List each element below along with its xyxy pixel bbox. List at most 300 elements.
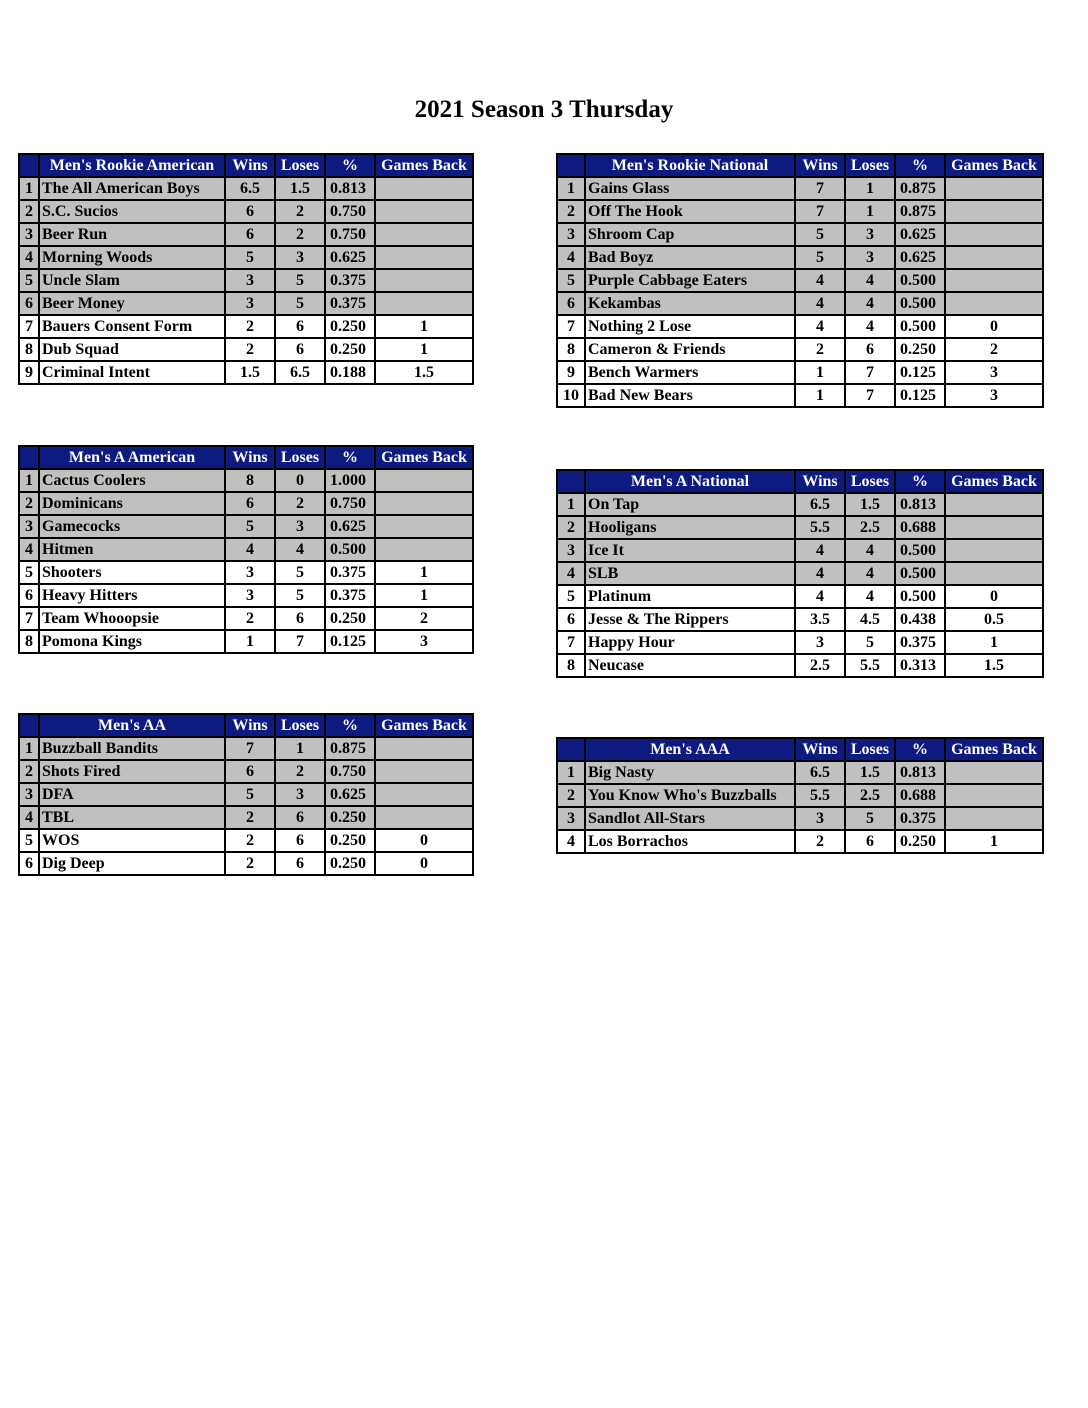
division-name: Men's A National xyxy=(585,470,795,493)
pct-header: % xyxy=(895,738,945,761)
rank-cell: 2 xyxy=(19,200,39,223)
games-back-cell: 0 xyxy=(375,829,473,852)
wins-cell: 4 xyxy=(795,292,845,315)
table-row xyxy=(19,515,473,538)
table-row xyxy=(557,585,1043,608)
team-name-cell: Neucase xyxy=(585,654,795,677)
games-back-cell: 0.5 xyxy=(945,608,1043,631)
rank-cell: 4 xyxy=(557,246,585,269)
table-row xyxy=(19,338,473,361)
table-row xyxy=(557,246,1043,269)
games-back-cell: 1 xyxy=(945,830,1043,853)
loses-header: Loses xyxy=(275,446,325,469)
loses-cell: 5 xyxy=(845,807,895,830)
wins-cell: 1 xyxy=(795,361,845,384)
wins-cell: 6.5 xyxy=(795,761,845,784)
loses-cell: 5 xyxy=(845,631,895,654)
pct-cell: 0.688 xyxy=(895,516,945,539)
standings-table-a-national xyxy=(556,469,1044,678)
pct-cell: 0.250 xyxy=(325,607,375,630)
wins-cell: 8 xyxy=(225,469,275,492)
wins-cell: 5 xyxy=(225,246,275,269)
rank-cell: 1 xyxy=(557,493,585,516)
pct-cell: 0.125 xyxy=(895,361,945,384)
standings-table-aaa xyxy=(556,737,1044,854)
wins-cell: 6 xyxy=(225,492,275,515)
games-back-cell xyxy=(945,562,1043,585)
rank-cell: 7 xyxy=(19,607,39,630)
table-row xyxy=(19,223,473,246)
loses-header: Loses xyxy=(845,470,895,493)
games-back-cell xyxy=(375,469,473,492)
games-back-cell xyxy=(375,538,473,561)
team-name-cell: DFA xyxy=(39,783,225,806)
wins-cell: 6.5 xyxy=(795,493,845,516)
rank-cell: 3 xyxy=(557,539,585,562)
loses-cell: 6.5 xyxy=(275,361,325,384)
team-name-cell: Shots Fired xyxy=(39,760,225,783)
rank-cell: 4 xyxy=(557,562,585,585)
team-name-cell: The All American Boys xyxy=(39,177,225,200)
games-back-cell: 2 xyxy=(375,607,473,630)
pct-cell: 1.000 xyxy=(325,469,375,492)
table-row xyxy=(19,177,473,200)
rank-cell: 3 xyxy=(557,223,585,246)
pct-cell: 0.750 xyxy=(325,223,375,246)
standings-table-aa xyxy=(18,713,474,876)
table-row xyxy=(557,807,1043,830)
loses-cell: 4.5 xyxy=(845,608,895,631)
table-row xyxy=(557,177,1043,200)
team-name-cell: Ice It xyxy=(585,539,795,562)
games-back-cell xyxy=(945,807,1043,830)
games-back-cell: 0 xyxy=(945,585,1043,608)
wins-cell: 2 xyxy=(225,829,275,852)
division-name: Men's A American xyxy=(39,446,225,469)
table-row xyxy=(557,223,1043,246)
wins-cell: 1.5 xyxy=(225,361,275,384)
rank-cell: 6 xyxy=(557,608,585,631)
team-name-cell: Pomona Kings xyxy=(39,630,225,653)
team-name-cell: Kekambas xyxy=(585,292,795,315)
loses-cell: 5 xyxy=(275,561,325,584)
games-back-cell xyxy=(945,223,1043,246)
team-name-cell: Beer Money xyxy=(39,292,225,315)
loses-cell: 1 xyxy=(275,737,325,760)
wins-header: Wins xyxy=(225,154,275,177)
wins-cell: 2 xyxy=(225,607,275,630)
team-name-cell: Happy Hour xyxy=(585,631,795,654)
rank-cell: 5 xyxy=(557,269,585,292)
pct-cell: 0.375 xyxy=(325,561,375,584)
games-back-cell xyxy=(945,269,1043,292)
rank-cell: 2 xyxy=(557,200,585,223)
rank-cell: 6 xyxy=(19,852,39,875)
rank-header xyxy=(557,470,585,493)
loses-cell: 4 xyxy=(275,538,325,561)
games-back-cell xyxy=(945,246,1043,269)
team-name-cell: Nothing 2 Lose xyxy=(585,315,795,338)
wins-cell: 6 xyxy=(225,760,275,783)
wins-cell: 6 xyxy=(225,223,275,246)
team-name-cell: Cameron & Friends xyxy=(585,338,795,361)
table-row xyxy=(19,246,473,269)
pct-cell: 0.875 xyxy=(895,200,945,223)
loses-cell: 5 xyxy=(275,269,325,292)
loses-cell: 2.5 xyxy=(845,516,895,539)
loses-cell: 7 xyxy=(275,630,325,653)
loses-cell: 4 xyxy=(845,585,895,608)
table-row xyxy=(19,630,473,653)
team-name-cell: Dominicans xyxy=(39,492,225,515)
team-name-cell: You Know Who's Buzzballs xyxy=(585,784,795,807)
team-name-cell: Sandlot All-Stars xyxy=(585,807,795,830)
table-header-row xyxy=(557,470,1043,493)
rank-cell: 2 xyxy=(19,760,39,783)
table-header-row xyxy=(19,446,473,469)
wins-cell: 5 xyxy=(795,246,845,269)
loses-cell: 3 xyxy=(275,515,325,538)
rank-cell: 1 xyxy=(19,737,39,760)
team-name-cell: Big Nasty xyxy=(585,761,795,784)
table-header-row xyxy=(557,154,1043,177)
wins-cell: 4 xyxy=(795,539,845,562)
rank-cell: 2 xyxy=(557,784,585,807)
rank-cell: 7 xyxy=(557,631,585,654)
team-name-cell: Off The Hook xyxy=(585,200,795,223)
loses-header: Loses xyxy=(275,714,325,737)
loses-cell: 0 xyxy=(275,469,325,492)
wins-cell: 2 xyxy=(225,806,275,829)
team-name-cell: Dub Squad xyxy=(39,338,225,361)
games-back-cell xyxy=(375,515,473,538)
loses-cell: 1.5 xyxy=(275,177,325,200)
games-back-cell xyxy=(945,784,1043,807)
wins-header: Wins xyxy=(225,446,275,469)
games-back-cell: 1 xyxy=(945,631,1043,654)
loses-cell: 6 xyxy=(275,338,325,361)
table-row xyxy=(557,269,1043,292)
team-name-cell: Buzzball Bandits xyxy=(39,737,225,760)
games-back-header: Games Back xyxy=(375,446,473,469)
games-back-cell xyxy=(375,492,473,515)
rank-header xyxy=(557,738,585,761)
wins-cell: 1 xyxy=(795,384,845,407)
loses-cell: 3 xyxy=(845,246,895,269)
pct-cell: 0.688 xyxy=(895,784,945,807)
loses-cell: 3 xyxy=(275,246,325,269)
team-name-cell: Shooters xyxy=(39,561,225,584)
pct-cell: 0.625 xyxy=(325,515,375,538)
table-row xyxy=(19,584,473,607)
loses-cell: 6 xyxy=(845,830,895,853)
table-row xyxy=(557,539,1043,562)
rank-cell: 1 xyxy=(557,177,585,200)
team-name-cell: Heavy Hitters xyxy=(39,584,225,607)
pct-cell: 0.375 xyxy=(325,292,375,315)
loses-cell: 2 xyxy=(275,760,325,783)
team-name-cell: TBL xyxy=(39,806,225,829)
table-row xyxy=(19,492,473,515)
rank-cell: 7 xyxy=(19,315,39,338)
games-back-cell xyxy=(375,806,473,829)
pct-cell: 0.125 xyxy=(895,384,945,407)
pct-cell: 0.375 xyxy=(895,807,945,830)
pct-cell: 0.813 xyxy=(895,493,945,516)
pct-cell: 0.125 xyxy=(325,630,375,653)
division-name: Men's Rookie National xyxy=(585,154,795,177)
loses-header: Loses xyxy=(845,154,895,177)
loses-cell: 6 xyxy=(275,806,325,829)
pct-cell: 0.813 xyxy=(325,177,375,200)
rank-cell: 1 xyxy=(19,469,39,492)
loses-cell: 2 xyxy=(275,492,325,515)
wins-cell: 4 xyxy=(795,315,845,338)
pct-cell: 0.250 xyxy=(325,852,375,875)
wins-cell: 4 xyxy=(795,269,845,292)
pct-header: % xyxy=(895,470,945,493)
table-row xyxy=(19,469,473,492)
rank-cell: 1 xyxy=(557,761,585,784)
games-back-cell: 2 xyxy=(945,338,1043,361)
rank-cell: 8 xyxy=(557,654,585,677)
rank-cell: 2 xyxy=(557,516,585,539)
loses-cell: 2.5 xyxy=(845,784,895,807)
games-back-header: Games Back xyxy=(375,154,473,177)
rank-cell: 5 xyxy=(19,561,39,584)
wins-cell: 4 xyxy=(225,538,275,561)
table-row xyxy=(19,538,473,561)
pct-cell: 0.188 xyxy=(325,361,375,384)
pct-cell: 0.250 xyxy=(895,830,945,853)
team-name-cell: Beer Run xyxy=(39,223,225,246)
pct-cell: 0.375 xyxy=(325,584,375,607)
wins-cell: 6.5 xyxy=(225,177,275,200)
pct-cell: 0.250 xyxy=(895,338,945,361)
pct-cell: 0.250 xyxy=(325,338,375,361)
games-back-cell xyxy=(945,516,1043,539)
wins-cell: 7 xyxy=(795,177,845,200)
table-row xyxy=(19,852,473,875)
games-back-cell xyxy=(945,177,1043,200)
table-row xyxy=(19,607,473,630)
pct-cell: 0.250 xyxy=(325,315,375,338)
loses-cell: 6 xyxy=(275,315,325,338)
team-name-cell: Los Borrachos xyxy=(585,830,795,853)
pct-cell: 0.625 xyxy=(895,246,945,269)
wins-cell: 3 xyxy=(225,269,275,292)
pct-cell: 0.500 xyxy=(895,562,945,585)
table-row xyxy=(557,654,1043,677)
wins-cell: 2 xyxy=(795,830,845,853)
team-name-cell: Shroom Cap xyxy=(585,223,795,246)
rank-header xyxy=(19,714,39,737)
wins-cell: 5 xyxy=(225,783,275,806)
table-header-row xyxy=(557,738,1043,761)
games-back-cell xyxy=(945,761,1043,784)
table-row xyxy=(557,292,1043,315)
loses-cell: 2 xyxy=(275,200,325,223)
loses-cell: 1.5 xyxy=(845,761,895,784)
standings-table-rookie-national xyxy=(556,153,1044,408)
games-back-cell xyxy=(375,223,473,246)
loses-cell: 7 xyxy=(845,361,895,384)
division-name: Men's Rookie American xyxy=(39,154,225,177)
pct-header: % xyxy=(325,446,375,469)
games-back-cell: 3 xyxy=(945,361,1043,384)
loses-cell: 4 xyxy=(845,292,895,315)
games-back-cell xyxy=(375,292,473,315)
games-back-cell: 1 xyxy=(375,561,473,584)
wins-cell: 7 xyxy=(795,200,845,223)
rank-cell: 3 xyxy=(19,783,39,806)
table-row xyxy=(19,315,473,338)
table-row xyxy=(19,292,473,315)
games-back-cell xyxy=(945,292,1043,315)
rank-cell: 1 xyxy=(19,177,39,200)
wins-cell: 3.5 xyxy=(795,608,845,631)
team-name-cell: Team Whooopsie xyxy=(39,607,225,630)
division-name: Men's AA xyxy=(39,714,225,737)
team-name-cell: WOS xyxy=(39,829,225,852)
loses-cell: 5 xyxy=(275,292,325,315)
table-row xyxy=(557,761,1043,784)
table-row xyxy=(557,338,1043,361)
rank-cell: 10 xyxy=(557,384,585,407)
team-name-cell: On Tap xyxy=(585,493,795,516)
table-row xyxy=(19,200,473,223)
pct-cell: 0.500 xyxy=(325,538,375,561)
wins-cell: 7 xyxy=(225,737,275,760)
pct-cell: 0.875 xyxy=(895,177,945,200)
wins-cell: 5 xyxy=(225,515,275,538)
loses-header: Loses xyxy=(275,154,325,177)
loses-header: Loses xyxy=(845,738,895,761)
pct-cell: 0.875 xyxy=(325,737,375,760)
games-back-cell: 1.5 xyxy=(375,361,473,384)
games-back-cell: 0 xyxy=(375,852,473,875)
table-row xyxy=(19,829,473,852)
games-back-cell xyxy=(945,539,1043,562)
rank-cell: 3 xyxy=(19,223,39,246)
games-back-header: Games Back xyxy=(945,154,1043,177)
team-name-cell: Uncle Slam xyxy=(39,269,225,292)
games-back-header: Games Back xyxy=(945,470,1043,493)
loses-cell: 3 xyxy=(275,783,325,806)
pct-cell: 0.250 xyxy=(325,806,375,829)
wins-header: Wins xyxy=(795,738,845,761)
games-back-cell xyxy=(375,269,473,292)
team-name-cell: Cactus Coolers xyxy=(39,469,225,492)
wins-cell: 3 xyxy=(225,292,275,315)
team-name-cell: Gamecocks xyxy=(39,515,225,538)
table-row xyxy=(557,200,1043,223)
table-row xyxy=(557,361,1043,384)
table-row xyxy=(557,315,1043,338)
games-back-cell xyxy=(375,177,473,200)
team-name-cell: Morning Woods xyxy=(39,246,225,269)
table-row xyxy=(19,806,473,829)
pct-cell: 0.500 xyxy=(895,585,945,608)
team-name-cell: Bench Warmers xyxy=(585,361,795,384)
pct-cell: 0.438 xyxy=(895,608,945,631)
pct-cell: 0.375 xyxy=(895,631,945,654)
loses-cell: 4 xyxy=(845,562,895,585)
table-header-row xyxy=(19,714,473,737)
wins-cell: 2.5 xyxy=(795,654,845,677)
rank-cell: 9 xyxy=(557,361,585,384)
rank-header xyxy=(557,154,585,177)
team-name-cell: Bad Boyz xyxy=(585,246,795,269)
rank-cell: 5 xyxy=(557,585,585,608)
team-name-cell: Hitmen xyxy=(39,538,225,561)
pct-cell: 0.250 xyxy=(325,829,375,852)
table-row xyxy=(19,783,473,806)
table-row xyxy=(557,562,1043,585)
loses-cell: 4 xyxy=(845,315,895,338)
games-back-cell xyxy=(375,200,473,223)
team-name-cell: SLB xyxy=(585,562,795,585)
games-back-cell: 1 xyxy=(375,338,473,361)
games-back-cell xyxy=(375,760,473,783)
wins-cell: 2 xyxy=(225,315,275,338)
table-row xyxy=(557,516,1043,539)
team-name-cell: Platinum xyxy=(585,585,795,608)
loses-cell: 4 xyxy=(845,269,895,292)
rank-cell: 6 xyxy=(19,584,39,607)
wins-cell: 3 xyxy=(225,561,275,584)
wins-cell: 5.5 xyxy=(795,784,845,807)
pct-cell: 0.375 xyxy=(325,269,375,292)
wins-cell: 6 xyxy=(225,200,275,223)
rank-cell: 8 xyxy=(19,630,39,653)
loses-cell: 1 xyxy=(845,200,895,223)
wins-header: Wins xyxy=(795,470,845,493)
table-row xyxy=(557,830,1043,853)
rank-cell: 6 xyxy=(19,292,39,315)
loses-cell: 4 xyxy=(845,539,895,562)
table-row xyxy=(557,631,1043,654)
games-back-cell xyxy=(375,737,473,760)
team-name-cell: Bad New Bears xyxy=(585,384,795,407)
rank-cell: 4 xyxy=(19,806,39,829)
rank-cell: 4 xyxy=(19,538,39,561)
table-header-row xyxy=(19,154,473,177)
loses-cell: 6 xyxy=(275,852,325,875)
wins-cell: 2 xyxy=(795,338,845,361)
loses-cell: 1 xyxy=(845,177,895,200)
rank-cell: 5 xyxy=(19,269,39,292)
wins-cell: 3 xyxy=(225,584,275,607)
team-name-cell: Hooligans xyxy=(585,516,795,539)
wins-cell: 3 xyxy=(795,631,845,654)
table-row xyxy=(19,760,473,783)
loses-cell: 6 xyxy=(845,338,895,361)
pct-header: % xyxy=(325,714,375,737)
team-name-cell: Bauers Consent Form xyxy=(39,315,225,338)
wins-cell: 1 xyxy=(225,630,275,653)
pct-cell: 0.625 xyxy=(895,223,945,246)
games-back-cell xyxy=(945,493,1043,516)
pct-cell: 0.813 xyxy=(895,761,945,784)
pct-cell: 0.750 xyxy=(325,760,375,783)
rank-cell: 4 xyxy=(19,246,39,269)
loses-cell: 2 xyxy=(275,223,325,246)
games-back-cell: 1 xyxy=(375,315,473,338)
wins-cell: 5.5 xyxy=(795,516,845,539)
pct-cell: 0.625 xyxy=(325,246,375,269)
pct-cell: 0.313 xyxy=(895,654,945,677)
